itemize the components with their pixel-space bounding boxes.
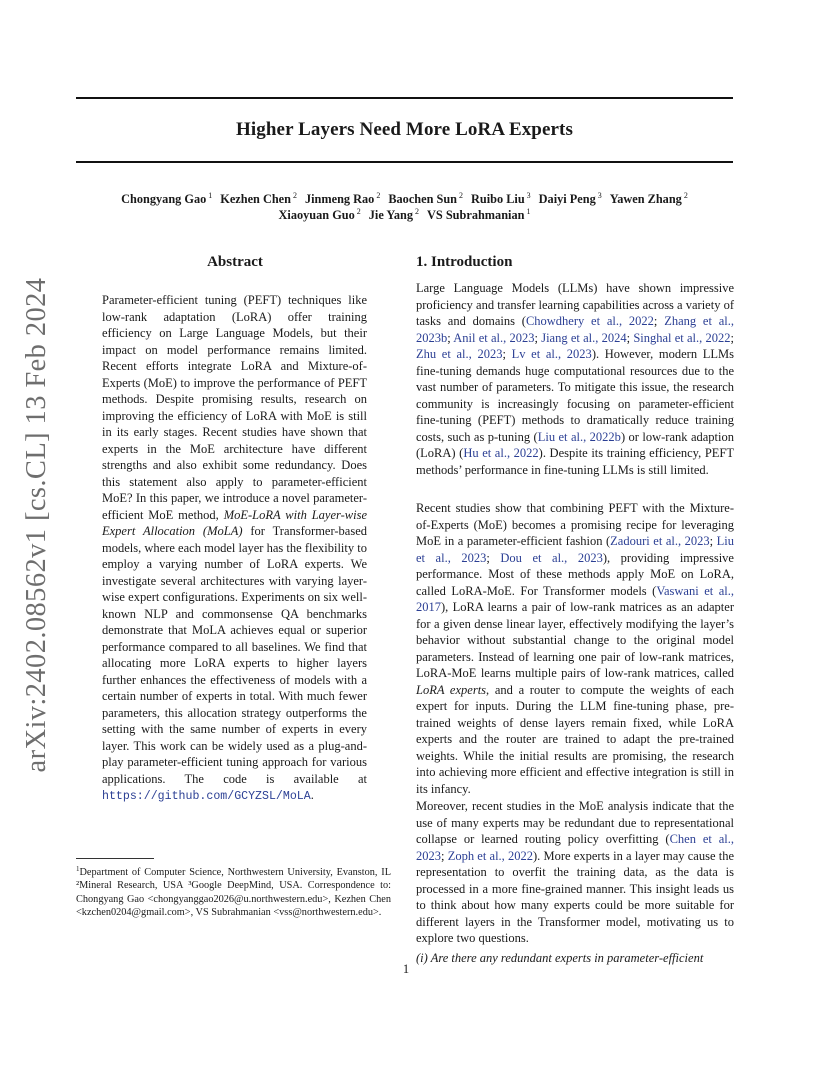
author-name: Jie Yang $^2$ — [368, 207, 420, 222]
page-number: 1 — [402, 962, 410, 976]
affiliation-marker: 2 — [415, 207, 420, 216]
citation-link[interactable]: Hu et al., 2022 — [463, 446, 539, 460]
author-name: Xiaoyuan Guo $^2$ — [278, 207, 361, 222]
author-name: VS Subrahmanian $^1$ — [427, 207, 531, 222]
introduction-heading: 1. Introduction — [416, 254, 513, 270]
citation-link[interactable]: Dou et al., 2023 — [500, 550, 603, 565]
affiliation-marker: 1 — [526, 207, 531, 216]
paragraph-text: ). More experts in a layer may cause the representation to overfit the training data, as the data is processed in a more fine-grained manner. This insight leads us to think about how many experts could be more suitable for different layers in the Transformer model, motivating us to explore two questions. — [416, 848, 734, 945]
affiliation-marker: 2 — [459, 191, 464, 200]
citation-link[interactable]: Liu et al., 2022b — [537, 429, 621, 444]
citation-link[interactable]: Zadouri et al., 2023 — [610, 534, 710, 548]
paragraph-text: ; — [486, 550, 501, 565]
author-name: Daiyi Peng $^3$ — [538, 191, 602, 206]
paragraph-text: ; — [441, 848, 448, 863]
author-name: Yawen Zhang $^2$ — [609, 191, 688, 206]
intro-paragraph-2 — [416, 500, 734, 797]
citation-link[interactable]: Lv et al., 2023 — [511, 347, 592, 361]
intro-paragraph-3 — [416, 798, 734, 947]
paragraph-text: , and a router to compute the weights of each expert for inputs. During the LLM fine-tuning phase, pre-trained weights of dense layers remain fixed, while LoRA experts and the router are trained to adapt the pre-trained weights. While the initial results are promising, the research into achieving more efficient and effective integration is still in its infancy. — [416, 682, 735, 796]
arxiv-identifier-stamp — [17, 277, 57, 773]
method-name: MoE-LoRA with Layer-wise Expert Allocation (MoLA) — [102, 507, 368, 538]
author-list-line-1 — [76, 191, 733, 207]
intro-paragraph-4: (i) Are there any redundant experts in parameter-efficient — [416, 951, 704, 965]
author-name: Chongyang Gao $^1$ — [121, 191, 213, 206]
citation-link[interactable]: Liu et al., 2023 — [416, 534, 734, 565]
paragraph-text: Recent studies show that combining PEFT with the Mixture-of-Experts (MoE) becomes a promising recipe for leveraging MoE in a parameter-efficient fashion ( — [416, 501, 734, 548]
affiliation-marker: 3 — [526, 191, 531, 200]
intro-paragraph-1 — [416, 280, 734, 478]
footnote-text: Department of Computer Science, Northwestern University, Evanston, IL ²Mineral Research, USA ³Google DeepMind, USA. Correspondence to: Chongyang Gao <chongyanggao2026@u.northwestern.edu>, Kezhen Chen <kzchen0204@gmail.com>, VS Subrahmanian <vss@northwestern.edu>. — [76, 867, 391, 918]
paragraph-text: ), LoRA learns a pair of low-rank matrices as an adapter for a given dense linear layer, effectively modifying the layer’s behavior without substantial change to the original model parameters. Instead of learning one pair of low-rank matrices, LoRA-MoE learns multiple pairs of low-rank matrices, called — [416, 600, 734, 680]
footnote-divider — [76, 858, 154, 859]
author-list-line-2 — [76, 207, 733, 223]
citation-link[interactable]: Anil et al., 2023 — [453, 330, 535, 345]
paragraph-text: ; — [653, 314, 665, 328]
citation-link[interactable]: Zhang et al., 2023b — [416, 314, 734, 345]
arxiv-identifier-text: arXiv:2402.08562v1 [cs.CL] 13 Feb 2024 — [21, 277, 52, 773]
footnote-marker: 1 — [76, 865, 80, 873]
paragraph-text: ). However, modern LLMs fine-tuning demands huge computational resources due to the vast number of parameters. To mitigate this issue, the research community is increasingly focusing on parameter-efficient fine-tuning (PEFT) methods to dramatically reduce training costs, such as p-tuning ( — [416, 347, 734, 444]
citation-link[interactable]: Vaswani et al., 2017 — [416, 583, 734, 614]
citation-link[interactable]: Singhal et al., 2022 — [633, 330, 731, 345]
emphasized-term: LoRA experts — [416, 682, 487, 697]
author-name: Kezhen Chen $^2$ — [220, 191, 297, 206]
paragraph-text: Large Language Models (LLMs) have shown impressive proficiency and transfer learning capabilities across a variety of tasks and domains ( — [416, 281, 734, 328]
paragraph-text: ; — [626, 330, 634, 345]
paragraph-text: ), providing impressive performance. Most of these methods apply MoE on LoRA, called LoRA-MoE. For Transformer models ( — [416, 550, 734, 598]
paper-title: Higher Layers Need More LoRA Experts — [236, 119, 573, 140]
citation-link[interactable]: Chen et al., 2023 — [416, 832, 734, 863]
affiliation-marker: 3 — [597, 191, 602, 200]
affiliation-marker: 2 — [683, 191, 688, 200]
paragraph-text: ; — [709, 534, 717, 548]
abstract-end-period: . — [310, 788, 314, 802]
abstract-text-part-1: Parameter-efficient tuning (PEFT) techniques like low-rank adaptation (LoRA) offer training efficiency on Large Language Models, but their impact on model performance remains limited. Recent efforts integrate LoRA and Mixture-of-Experts (MoE) to improve the performance of PEFT methods. Despite promising results, research on improving the efficiency of LoRA with MoE is still in its early stages. Recent studies have shown that experts in the MoE architecture have different strengths and also exhibit some redundancy. Does this statement also apply to parameter-efficient MoE? In this paper, we introduce a novel parameter-efficient MoE method, — [102, 293, 367, 522]
abstract-body — [102, 292, 367, 806]
paragraph-text: ). Despite its training efficiency, PEFT methods’ performance in fine-tuning LLMs is still limited. — [416, 446, 734, 477]
paragraph-text: ; — [534, 330, 542, 345]
affiliation-marker: 2 — [356, 207, 361, 216]
affiliation-marker: 2 — [292, 191, 297, 200]
author-name: Ruibo Liu $^3$ — [471, 191, 531, 206]
author-name: Baochen Sun $^2$ — [388, 191, 464, 206]
abstract-heading: Abstract — [207, 254, 263, 270]
affiliation-marker: 1 — [208, 191, 213, 200]
author-name: Jinmeng Rao $^2$ — [304, 191, 381, 206]
citation-link[interactable]: Chowdhery et al., 2022 — [525, 314, 654, 328]
title-top-rule — [76, 97, 733, 99]
abstract-text-part-2: for Transformer-based models, where each model layer has the flexibility to employ a varying number of LoRA experts. We investigate several architectures with varying layer-wise expert configurations. Experiments on six well-known NLP and commonsense QA benchmarks demonstrate that MoLA achieves equal or superior performance compared to all baselines. We find that allocating more LoRA experts to higher layers further enhances the effectiveness of models with a certain number of experts in total. With much fewer parameters, this allocation strategy outperforms the setting with the same number of experts in every layer. This work can be widely used as a plug-and-play parameter-efficient tuning approach for various applications. The code is available at — [102, 524, 367, 786]
code-repository-link[interactable]: https://github.com/GCYZSL/MoLA — [102, 790, 311, 803]
paragraph-text: ; — [447, 330, 454, 345]
paragraph-text: ; — [730, 330, 734, 345]
affiliation-footnote — [76, 863, 391, 919]
citation-link[interactable]: Jiang et al., 2024 — [541, 330, 627, 345]
citation-link[interactable]: Zoph et al., 2022 — [447, 848, 534, 863]
paragraph-text: Moreover, recent studies in the MoE analysis indicate that the use of many experts may be redundant due to representational collapse or learned routing policy overfitting ( — [416, 799, 734, 846]
paragraph-text: ) or low-rank adaption (LoRA) ( — [416, 429, 734, 460]
citation-link[interactable]: Zhu et al., 2023 — [416, 347, 503, 361]
title-bottom-rule — [76, 161, 733, 163]
affiliation-marker: 2 — [376, 191, 381, 200]
paragraph-text: ; — [502, 347, 512, 361]
